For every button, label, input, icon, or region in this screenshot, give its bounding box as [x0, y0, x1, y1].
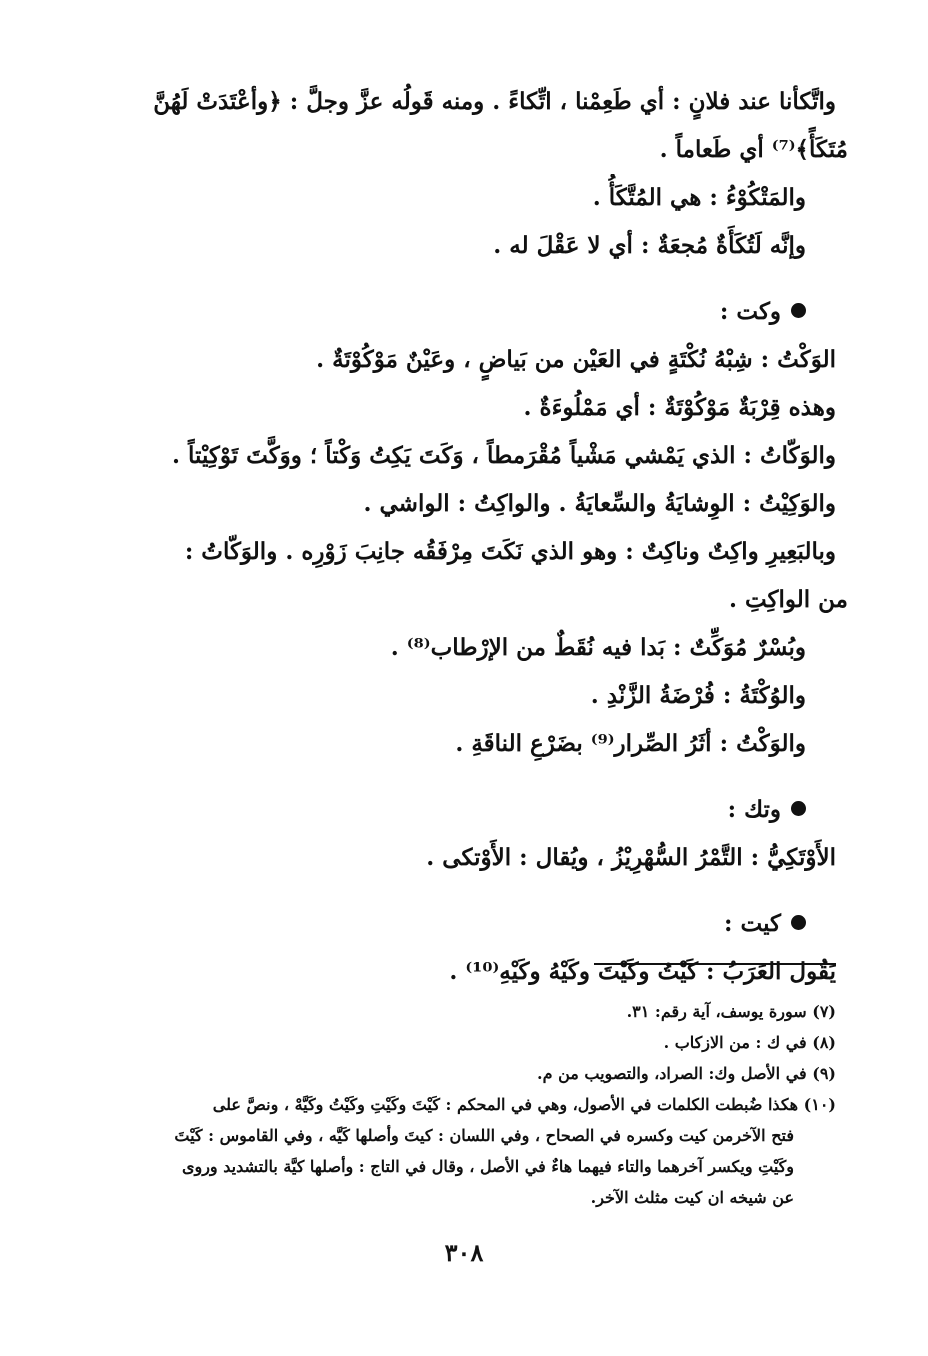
entry-heading-kayt: [91, 900, 836, 948]
footnote-8: (٨) في ك : من الازكاب .: [663, 1033, 836, 1052]
text-line: وهذه قِرْبَةٌ مَوْكُوْتَةٌ : أي مَمْلُوءَةٌ .: [523, 394, 836, 421]
text-line: والوَكِيْتُ : الوِشايَةُ والسِّعايَةُ . والواكِتُ : الواشي .: [363, 490, 836, 517]
text-line: يَقُول العَرَبُ : كَيْتُ وكَيْتَ وكَيْهُ وكَيْهِ⁽¹⁰⁾ .: [449, 958, 836, 985]
section-gap: [91, 768, 836, 786]
entry-heading-wakt: [91, 288, 836, 336]
text-line: وإنَّه لَتُكَأَةٌ مُجعَةٌ : أي لا عَقْلَ له .: [493, 232, 806, 259]
section-gap: [91, 882, 836, 900]
text-line: وبُسْرٌ مُوَكِّتٌ : بَدا فيه نُقَطٌ من الإرْطاب⁽⁸⁾ .: [390, 634, 806, 661]
section-gap: [91, 270, 836, 288]
text-line: والمَتْكُوْءُ : هي المُتَّكَأُ .: [592, 184, 806, 211]
text-line: واتَّكأنا عند فلانٍ : أي طَعِمْنا ، اتِّكاءً . ومنه قَولُه عزَّ وجلَّ : ﴿وأعْتَدَتْ لَهُنَّ: [153, 88, 836, 115]
footnotes: [91, 996, 836, 1213]
text-line: والوَكّاتُ : الذي يَمْشي مَشْياً مُقْرَمطاً ، وَكَتَ يَكِتُ وَكْتاً ؛ ووَكَّتَ تَوْكِيْتاً .: [171, 442, 836, 469]
entry-heading-label: وكت :: [719, 298, 781, 325]
text-line: الوَكْتُ : شِبْهُ نُكْتَةٍ في العَيْن من بَياضٍ ، وعَيْنٌ مَوْكُوْتَةٌ .: [316, 346, 836, 373]
bullet-icon: [791, 801, 806, 816]
entry-heading-label: وتك :: [727, 796, 781, 823]
text-line: من الواكِتِ .: [728, 586, 848, 613]
main-text: [91, 78, 848, 996]
text-line: مُتَكَأً﴾⁽⁷⁾ أي طَعاماً .: [659, 136, 848, 163]
entry-heading-watk: [91, 786, 836, 834]
page-number: ٣٠٨: [444, 1238, 484, 1267]
entry-heading-label: كيت :: [724, 910, 781, 937]
footnote-9: (٩) في الأصل وك: الصراد، والتصويب من م.: [537, 1064, 836, 1083]
bullet-icon: [791, 303, 806, 318]
text-line: الأَوْتَكِيُّ : التَّمْرُ السُّهْرِيْزُ ، ويُقال : الأَوْتكى .: [426, 844, 836, 871]
bullet-icon: [791, 915, 806, 930]
text-line: وبالبَعِيرِ واكِتٌ وناكِتٌ : وهو الذي نَكَتَ مِرْفَقُه جانِبَ زَوْرِه . والوَكّاتُ :: [184, 538, 836, 565]
footnote-10: (١٠) هكذا ضُبطت الكلمات في الأصول، وهي في المحكم : كَيْتَ وكَيْتِ وكَيْتُ وكَيَّهْ ، ونصَّ على: [212, 1095, 836, 1114]
footnote-divider: [594, 963, 836, 965]
footnote-10-continuation: فتح الآخرمن كيت وكسره في الصحاح ، وفي اللسان : كيتَ وأصلها كَيَّه ، وفي القاموس : كَيْتَ: [174, 1126, 794, 1145]
footnote-10-continuation: وكَيْتِ ويكسر آخرهما والتاء فيهما هاءٌ في الأصل ، وقال في التاج : وأصلها كيَّة بالتشديد وروى: [181, 1157, 794, 1176]
footnote-7: (٧) سورة يوسف، آية رقم: ٣١.: [626, 1002, 836, 1021]
text-line: والوُكْتَةُ : فُرْضَةُ الزَّنْدِ .: [590, 682, 806, 709]
footnote-10-continuation: عن شيخه ان كيت مثلث الآخر.: [590, 1188, 794, 1207]
text-line: والوَكْتُ : أثَرُ الصِّرار⁽⁹⁾ بضَرْعِ الناقَةِ .: [455, 730, 806, 757]
